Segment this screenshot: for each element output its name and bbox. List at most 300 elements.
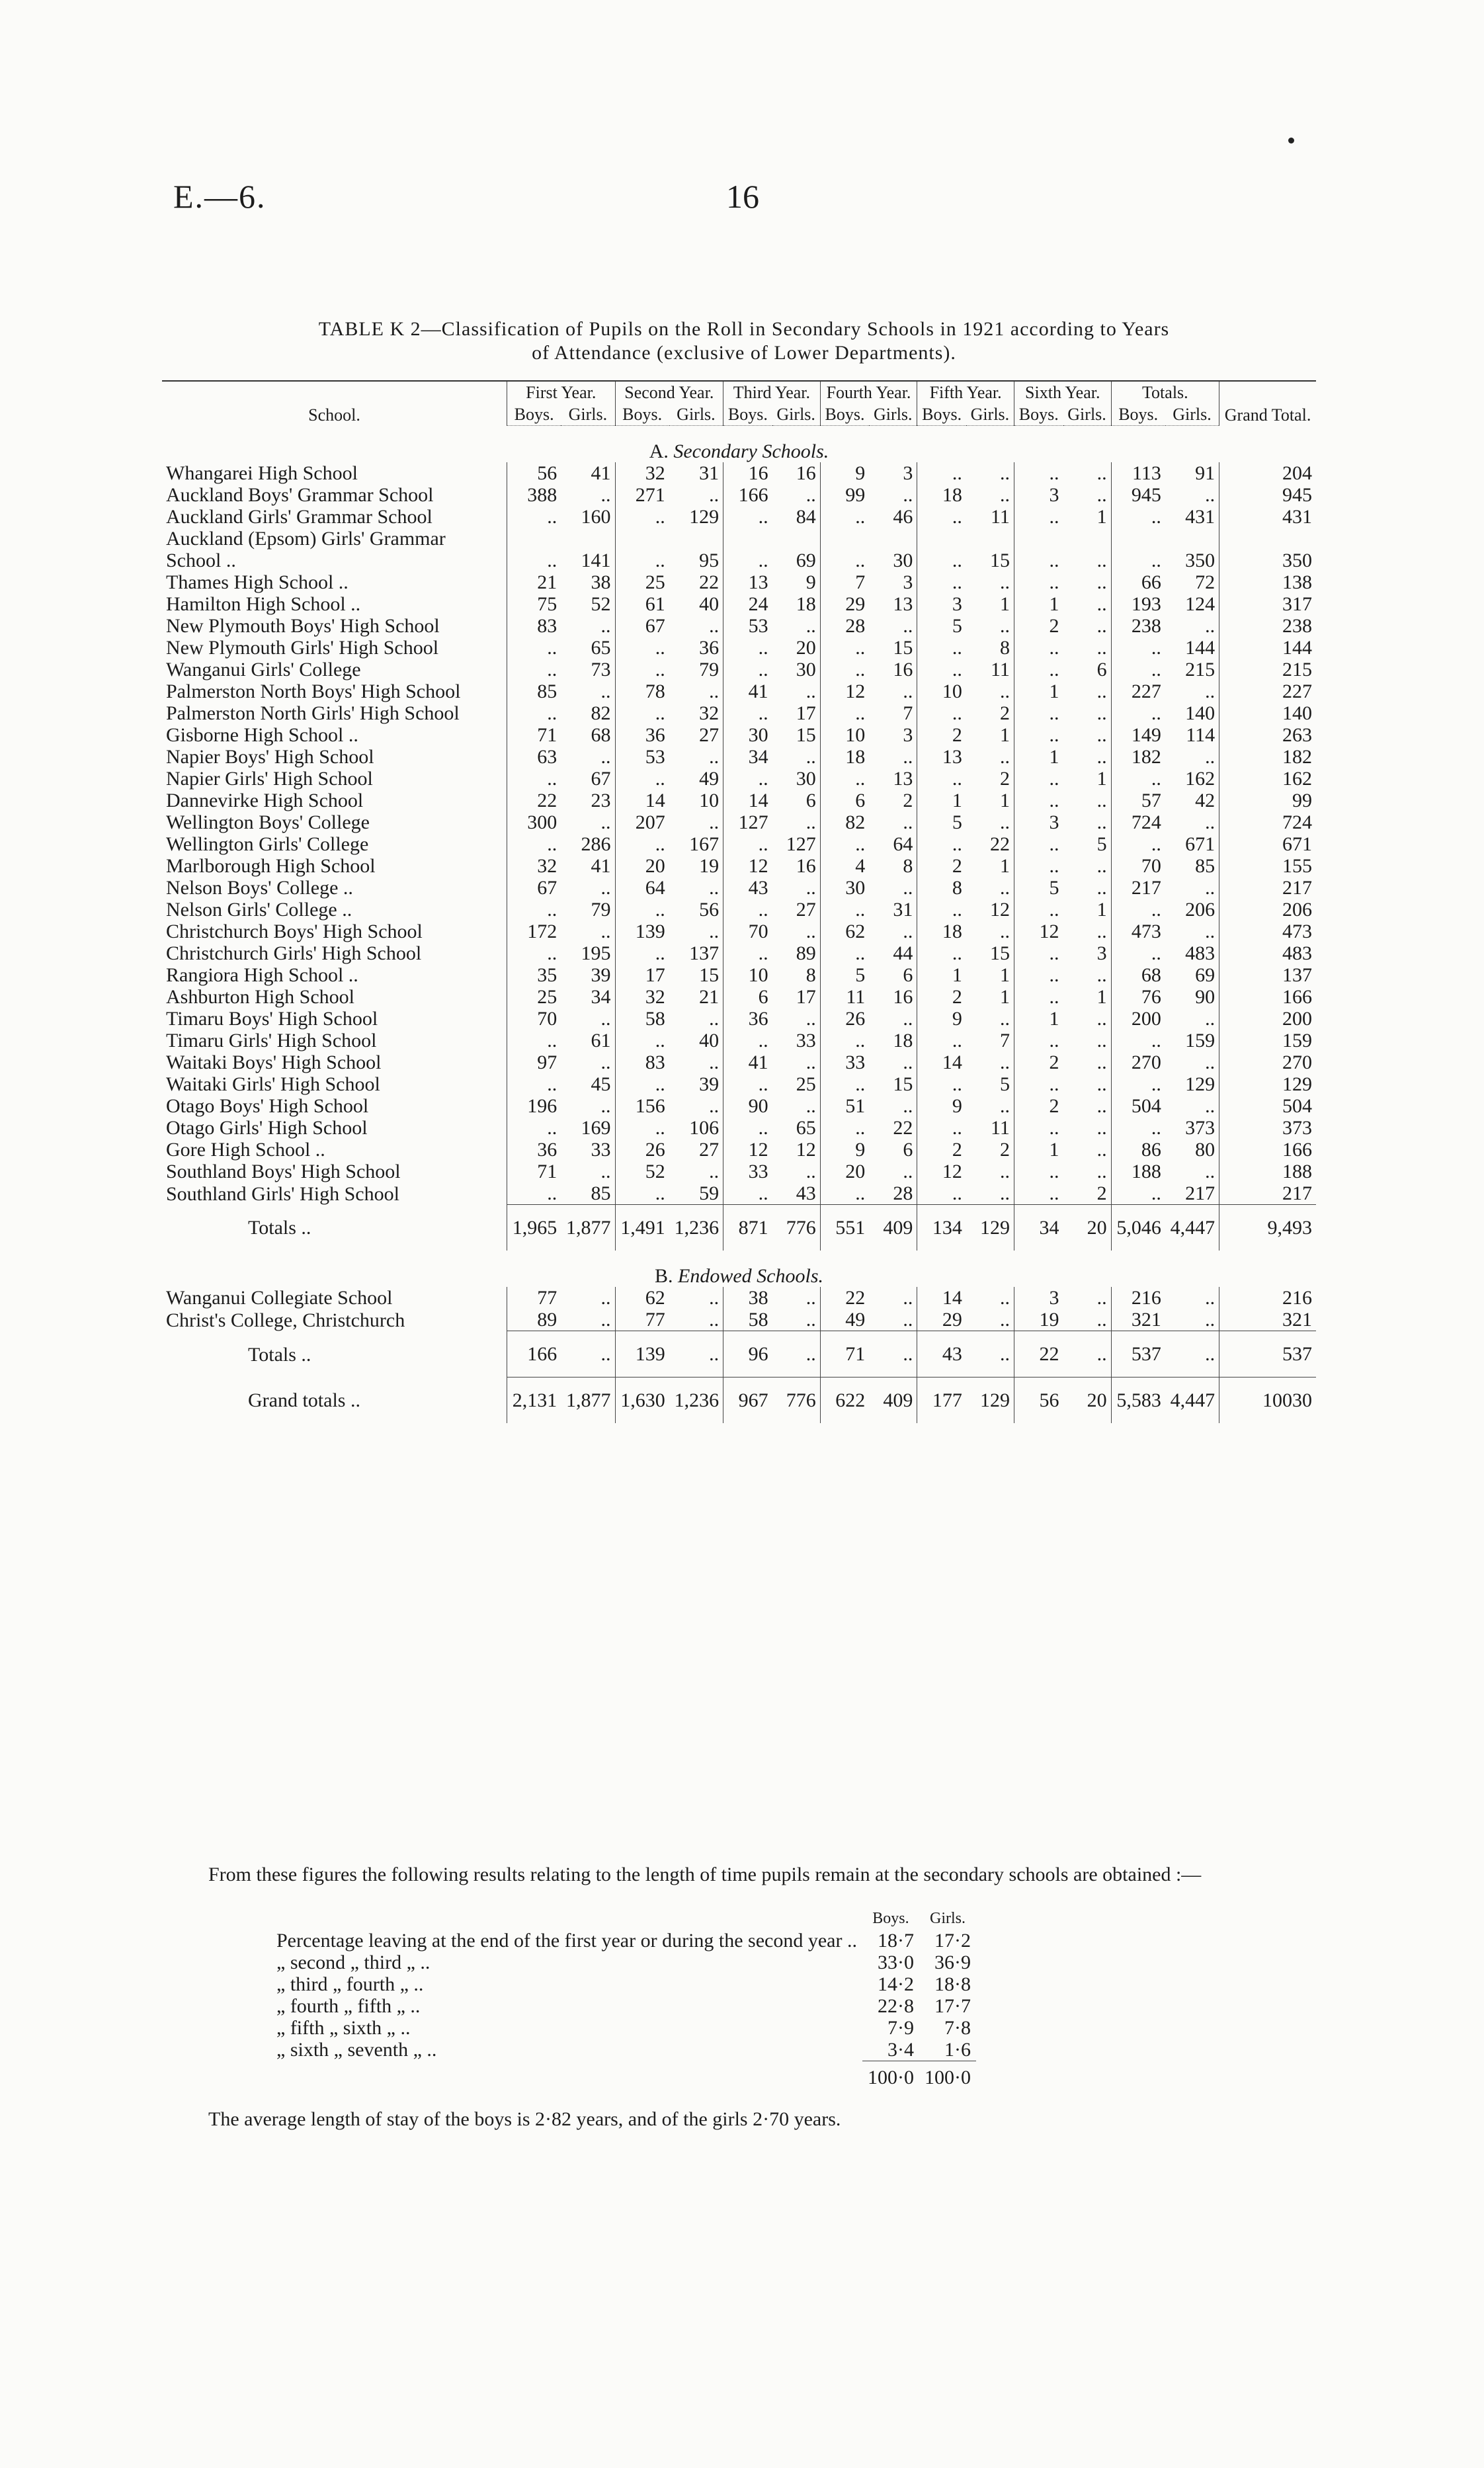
school-name: Auckland Boys' Grammar School	[166, 484, 434, 506]
table-cell: ..	[1014, 571, 1063, 593]
table-cell: ..	[820, 1117, 869, 1139]
table-cell: 162	[1185, 768, 1216, 790]
table-cell: 22	[1014, 1331, 1063, 1378]
table-cell: 124	[1185, 593, 1216, 615]
footnote-boys: 14·2	[877, 1973, 914, 1995]
table-cell: 20	[615, 855, 669, 877]
totals-header: Totals.	[1111, 381, 1219, 403]
table-cell: ..	[1096, 1030, 1107, 1051]
table-cell: 17	[796, 986, 816, 1008]
table-cell: ..	[600, 811, 611, 833]
table-cell: ..	[507, 833, 561, 855]
table-cell: 188	[1219, 1161, 1316, 1182]
table-cell: 65	[796, 1117, 816, 1139]
table-cell: ..	[805, 1008, 816, 1030]
table-cell: 3	[1014, 484, 1063, 506]
table-row	[162, 1030, 1316, 1051]
school-name: Grand totals ..	[248, 1389, 360, 1411]
table-cell: ..	[772, 1331, 821, 1378]
table-cell: ..	[723, 637, 772, 659]
fifth-year-header: Fifth Year.	[917, 381, 1014, 403]
table-cell: 195	[581, 942, 611, 964]
table-cell: ..	[903, 877, 913, 899]
table-cell: ..	[723, 659, 772, 680]
table-cell: 156	[615, 1095, 669, 1117]
table-cell: 53	[615, 746, 669, 768]
table-cell: ..	[723, 942, 772, 964]
table-cell: ..	[615, 1182, 669, 1205]
table-cell: 6	[723, 986, 772, 1008]
table-cell: ..	[1096, 1051, 1107, 1073]
table-cell: ..	[1205, 484, 1216, 506]
table-cell: 2	[903, 790, 913, 811]
table-cell: 18	[917, 484, 966, 506]
table-cell: 10	[820, 724, 869, 746]
table-cell: ..	[1111, 637, 1165, 659]
table-cell: ..	[820, 1030, 869, 1051]
table-cell: ..	[917, 637, 966, 659]
table-cell: 671	[1185, 833, 1216, 855]
table-cell: 1	[999, 964, 1010, 986]
table-cell: ..	[1096, 877, 1107, 899]
table-cell: 1	[999, 593, 1010, 615]
table-cell: 7	[903, 702, 913, 724]
table-row	[162, 1287, 1316, 1309]
table-cell: 25	[796, 1073, 816, 1095]
table-cell: 776	[772, 1205, 821, 1251]
table-cell: ..	[999, 1287, 1010, 1309]
table-cell: ..	[1096, 1095, 1107, 1117]
table-cell: 127	[786, 833, 816, 855]
table-cell: 140	[1219, 702, 1316, 724]
table-cell: 30	[893, 550, 913, 571]
table-cell: ..	[1205, 1008, 1216, 1030]
table-cell: ..	[615, 1073, 669, 1095]
table-cell: 61	[615, 593, 669, 615]
table-cell: 15	[796, 724, 816, 746]
school-name: Wellington Girls' College	[166, 833, 369, 855]
table-cell: 8	[903, 855, 913, 877]
table-cell: 140	[1185, 702, 1216, 724]
table-row	[162, 680, 1316, 702]
table-cell: 26	[615, 1139, 669, 1161]
table-cell: 5,583	[1111, 1378, 1165, 1424]
table-cell: ..	[1205, 615, 1216, 637]
table-cell: 76	[1111, 986, 1165, 1008]
table-cell: 9	[805, 571, 816, 593]
table-cell: 33	[591, 1139, 611, 1161]
table-cell: 12	[917, 1161, 966, 1182]
table-cell: 30	[723, 724, 772, 746]
table-cell: ..	[1111, 702, 1165, 724]
table-cell: ..	[507, 1182, 561, 1205]
table-cell: ..	[723, 1073, 772, 1095]
table-cell: 129	[966, 1378, 1014, 1424]
table-cell: 18	[820, 746, 869, 768]
table-cell: ..	[1096, 724, 1107, 746]
table-cell: 71	[820, 1331, 869, 1378]
boys-subheader: Boys.	[917, 403, 966, 426]
table-cell: 7	[999, 1030, 1010, 1051]
table-cell: ..	[507, 1073, 561, 1095]
table-cell: 20	[820, 1161, 869, 1182]
table-cell: 17	[615, 964, 669, 986]
table-cell: 167	[689, 833, 720, 855]
table-cell: 227	[1219, 680, 1316, 702]
table-cell: ..	[820, 899, 869, 921]
table-cell: 1	[1014, 680, 1063, 702]
table-cell: ..	[903, 1008, 913, 1030]
table-cell: 9	[820, 1139, 869, 1161]
table-cell: 1,236	[669, 1378, 723, 1424]
table-cell: 2	[999, 702, 1010, 724]
table-cell: ..	[1096, 550, 1107, 571]
table-cell: 68	[1111, 964, 1165, 986]
footnote-girls-header: Girls.	[929, 1910, 966, 1927]
table-cell: 1	[917, 790, 966, 811]
table-cell: ..	[1014, 855, 1063, 877]
boys-subheader: Boys.	[820, 403, 869, 426]
boys-subheader: Boys.	[1111, 403, 1165, 426]
table-cell: 2	[1014, 615, 1063, 637]
table-cell: ..	[1205, 1051, 1216, 1073]
school-name: Otago Girls' High School	[166, 1117, 368, 1139]
table-cell: ..	[917, 571, 966, 593]
school-name: Gisborne High School ..	[166, 724, 358, 746]
table-cell: 2	[917, 855, 966, 877]
table-cell: 3	[903, 724, 913, 746]
table-cell: ..	[1096, 571, 1107, 593]
table-cell: 28	[820, 615, 869, 637]
table-cell: 5	[999, 1073, 1010, 1095]
table-cell: 9	[917, 1095, 966, 1117]
table-cell: ..	[1111, 1117, 1165, 1139]
table-cell: 127	[723, 811, 772, 833]
table-cell: 671	[1219, 833, 1316, 855]
table-cell: 40	[699, 593, 720, 615]
table-cell: 83	[507, 615, 561, 637]
table-row	[162, 877, 1316, 899]
table-cell: ..	[903, 615, 913, 637]
table-cell: 86	[1111, 1139, 1165, 1161]
school-name: Christchurch Boys' High School	[166, 921, 423, 942]
table-cell: 69	[796, 550, 816, 571]
table-cell: ..	[869, 1331, 917, 1378]
table-cell: ..	[1096, 1287, 1107, 1309]
table-cell: 70	[723, 921, 772, 942]
table-cell: 45	[591, 1073, 611, 1095]
table-cell: ..	[820, 637, 869, 659]
table-cell: ..	[1014, 462, 1063, 484]
table-cell: ..	[507, 702, 561, 724]
school-name: Ashburton High School	[166, 986, 354, 1008]
footnote-girls: 17·7	[934, 1995, 971, 2017]
school-name: Napier Girls' High School	[166, 768, 373, 790]
table-cell: 25	[507, 986, 561, 1008]
table-cell: 10	[699, 790, 720, 811]
table-cell: 44	[893, 942, 913, 964]
table-cell: ..	[600, 921, 611, 942]
table-cell: 21	[507, 571, 561, 593]
girls-subheader: Girls.	[966, 403, 1014, 426]
table-cell: ..	[999, 571, 1010, 593]
table-cell: 200	[1111, 1008, 1165, 1030]
table-cell: 39	[591, 964, 611, 986]
table-cell: ..	[820, 768, 869, 790]
table-cell: 36	[723, 1008, 772, 1030]
table-cell: ..	[999, 1095, 1010, 1117]
table-cell: 40	[699, 1030, 720, 1051]
footnote-boys-header: Boys.	[872, 1910, 909, 1927]
section-a-prefix: A.	[649, 440, 669, 462]
section-b-prefix: B.	[655, 1265, 673, 1287]
table-cell: ..	[1014, 768, 1063, 790]
table-row	[162, 811, 1316, 833]
table-cell: 16	[796, 855, 816, 877]
school-name: Southland Boys' High School	[166, 1161, 401, 1182]
table-cell: 71	[507, 1161, 561, 1182]
girls-subheader: Girls.	[869, 403, 917, 426]
table-row	[162, 921, 1316, 942]
table-cell: 1	[1096, 506, 1107, 528]
table-cell: 1,877	[561, 1378, 615, 1424]
school-name: Napier Boys' High School	[166, 746, 374, 768]
table-cell: ..	[820, 833, 869, 855]
table-cell: ..	[917, 899, 966, 921]
table-cell: 49	[699, 768, 720, 790]
table-cell: 2	[917, 1139, 966, 1161]
table-cell: 27	[699, 724, 720, 746]
table-cell: ..	[1111, 659, 1165, 680]
table-cell: 724	[1219, 811, 1316, 833]
table-cell: 166	[1219, 1139, 1316, 1161]
table-cell: ..	[615, 942, 669, 964]
table-cell: 129	[1185, 1073, 1216, 1095]
table-row	[162, 1095, 1316, 1117]
totals-row	[162, 1205, 1316, 1251]
grand-totals-row	[162, 1378, 1316, 1424]
table-cell: ..	[1111, 833, 1165, 855]
table-cell: 215	[1219, 659, 1316, 680]
table-cell: ..	[1205, 746, 1216, 768]
table-cell: ..	[1096, 811, 1107, 833]
table-cell: 286	[581, 833, 611, 855]
table-cell: ..	[561, 1331, 615, 1378]
table-cell: ..	[1111, 899, 1165, 921]
table-cell: ..	[1096, 702, 1107, 724]
table-cell: 321	[1111, 1309, 1165, 1331]
table-cell: ..	[999, 877, 1010, 899]
table-cell: 56	[1014, 1378, 1063, 1424]
table-cell: 409	[869, 1205, 917, 1251]
table-cell: 350	[1219, 528, 1316, 571]
table-cell: ..	[903, 1051, 913, 1073]
table-cell: ..	[600, 1309, 611, 1331]
table-cell: 61	[591, 1030, 611, 1051]
table-cell: 172	[507, 921, 561, 942]
table-row	[162, 1309, 1316, 1331]
footnote-total-boys: 100·0	[862, 2061, 919, 2089]
section-a-heading	[162, 426, 1316, 463]
table-row	[162, 746, 1316, 768]
footnote-boys: 7·9	[887, 2017, 914, 2039]
table-cell: 217	[1185, 1182, 1216, 1204]
table-cell: ..	[903, 1309, 913, 1331]
table-cell: 206	[1219, 899, 1316, 921]
school-name: Nelson Boys' College ..	[166, 877, 353, 899]
table-cell: 1	[1096, 768, 1107, 790]
table-cell: 21	[699, 986, 720, 1008]
table-cell: 1	[999, 724, 1010, 746]
table-cell: 270	[1111, 1051, 1165, 1073]
table-cell: ..	[903, 746, 913, 768]
table-cell: 15	[989, 942, 1010, 964]
table-cell: 141	[581, 550, 611, 571]
school-name: Palmerston North Girls' High School	[166, 702, 460, 724]
table-cell: ..	[820, 1073, 869, 1095]
table-cell: 97	[507, 1051, 561, 1073]
table-cell: 206	[1185, 899, 1216, 921]
table-row	[162, 790, 1316, 811]
table-cell: 483	[1219, 942, 1316, 964]
table-cell: 85	[507, 680, 561, 702]
table-cell: ..	[903, 680, 913, 702]
table-cell: 96	[723, 1331, 772, 1378]
table-cell: ..	[999, 1008, 1010, 1030]
table-cell: 22	[699, 571, 720, 593]
table-row	[162, 484, 1316, 506]
fourth-year-header: Fourth Year.	[820, 381, 917, 403]
table-cell: 23	[591, 790, 611, 811]
table-cell: ..	[820, 528, 869, 571]
table-cell: ..	[917, 702, 966, 724]
footnote-row	[271, 1952, 976, 1973]
boys-subheader: Boys.	[723, 403, 772, 426]
table-cell: 46	[893, 506, 913, 528]
table-cell: 79	[699, 659, 720, 680]
sixth-year-header: Sixth Year.	[1014, 381, 1111, 403]
table-cell: 144	[1185, 637, 1216, 659]
table-cell: ..	[820, 702, 869, 724]
table-cell: 95	[699, 550, 720, 571]
table-cell: 26	[820, 1008, 869, 1030]
table-cell: 39	[699, 1073, 720, 1095]
table-cell: ..	[1096, 1309, 1107, 1331]
table-cell: ..	[600, 484, 611, 506]
table-cell: 166	[723, 484, 772, 506]
table-cell: ..	[615, 528, 669, 571]
table-cell: ..	[615, 833, 669, 855]
table-cell: 138	[1219, 571, 1316, 593]
table-cell: 15	[893, 1073, 913, 1095]
table-cell: 12	[820, 680, 869, 702]
table-cell: ..	[1111, 506, 1165, 528]
table-cell: ..	[1096, 790, 1107, 811]
footnote-label: „ second „ third „ ..	[276, 1952, 431, 1973]
table-cell: 14	[917, 1051, 966, 1073]
table-row	[162, 462, 1316, 484]
table-cell: 6	[903, 964, 913, 986]
table-cell: 14	[615, 790, 669, 811]
school-name: Palmerston North Boys' High School	[166, 680, 461, 702]
school-name: New Plymouth Boys' High School	[166, 615, 440, 637]
table-cell: 4,447	[1165, 1205, 1219, 1251]
footnote-total-girls: 100·0	[919, 2061, 976, 2089]
table-cell: ..	[903, 1161, 913, 1182]
table-cell: 38	[723, 1287, 772, 1309]
table-cell: 1,491	[615, 1205, 669, 1251]
table-cell: 155	[1219, 855, 1316, 877]
table-cell: 271	[615, 484, 669, 506]
table-row	[162, 899, 1316, 921]
table-cell: 129	[689, 506, 720, 528]
table-cell: 182	[1111, 746, 1165, 768]
table-cell: ..	[1014, 964, 1063, 986]
footnote-row	[271, 2017, 976, 2039]
school-name: Christ's College, Christchurch	[166, 1309, 405, 1331]
table-cell: 9	[917, 1008, 966, 1030]
boys-subheader: Boys.	[1014, 403, 1063, 426]
table-cell: 473	[1219, 921, 1316, 942]
table-cell: 62	[615, 1287, 669, 1309]
footnote-boys: 22·8	[877, 1995, 914, 2017]
table-cell: 1	[1014, 1139, 1063, 1161]
table-cell: 6	[903, 1139, 913, 1161]
table-cell: 67	[507, 877, 561, 899]
table-cell: ..	[820, 506, 869, 528]
school-name: Rangiora High School ..	[166, 964, 358, 986]
table-cell: 5	[1096, 833, 1107, 855]
table-cell: ..	[1111, 528, 1165, 571]
table-cell: ..	[1096, 1073, 1107, 1095]
table-title-line-1: TABLE K 2—Classification of Pupils on the Roll in Secondary Schools in 1921 according to Years	[318, 318, 1170, 340]
table-cell: 139	[615, 1331, 669, 1378]
table-cell: 1,236	[669, 1205, 723, 1251]
table-cell: 945	[1219, 484, 1316, 506]
table-cell: 51	[820, 1095, 869, 1117]
table-cell: 776	[772, 1378, 821, 1424]
table-cell: ..	[999, 462, 1010, 484]
table-cell: ..	[966, 1331, 1014, 1378]
school-name: Nelson Girls' College ..	[166, 899, 352, 921]
table-cell: 5,046	[1111, 1205, 1165, 1251]
table-cell: 204	[1219, 462, 1316, 484]
footnote-girls: 1·6	[944, 2039, 971, 2061]
table-cell: 85	[1195, 855, 1216, 877]
table-cell: ..	[805, 1287, 816, 1309]
table-cell: ..	[600, 1161, 611, 1182]
table-cell: 300	[507, 811, 561, 833]
school-name: Gore High School ..	[166, 1139, 325, 1161]
table-cell: 6	[805, 790, 816, 811]
table-cell: ..	[917, 462, 966, 484]
table-cell: ..	[805, 811, 816, 833]
table-cell: 16	[893, 659, 913, 680]
table-cell: 134	[917, 1205, 966, 1251]
table-cell: 11	[991, 1117, 1010, 1139]
table-cell: 43	[917, 1331, 966, 1378]
table-cell: 2	[1096, 1182, 1107, 1204]
table-cell: ..	[917, 659, 966, 680]
section-b-heading	[162, 1251, 1316, 1287]
table-cell: ..	[1014, 1161, 1063, 1182]
table-cell: 43	[796, 1182, 816, 1204]
school-name: Waitaki Girls' High School	[166, 1073, 380, 1095]
table-cell: 32	[615, 462, 669, 484]
table-cell: ..	[723, 528, 772, 571]
table-row	[162, 615, 1316, 637]
table-cell: ..	[805, 680, 816, 702]
